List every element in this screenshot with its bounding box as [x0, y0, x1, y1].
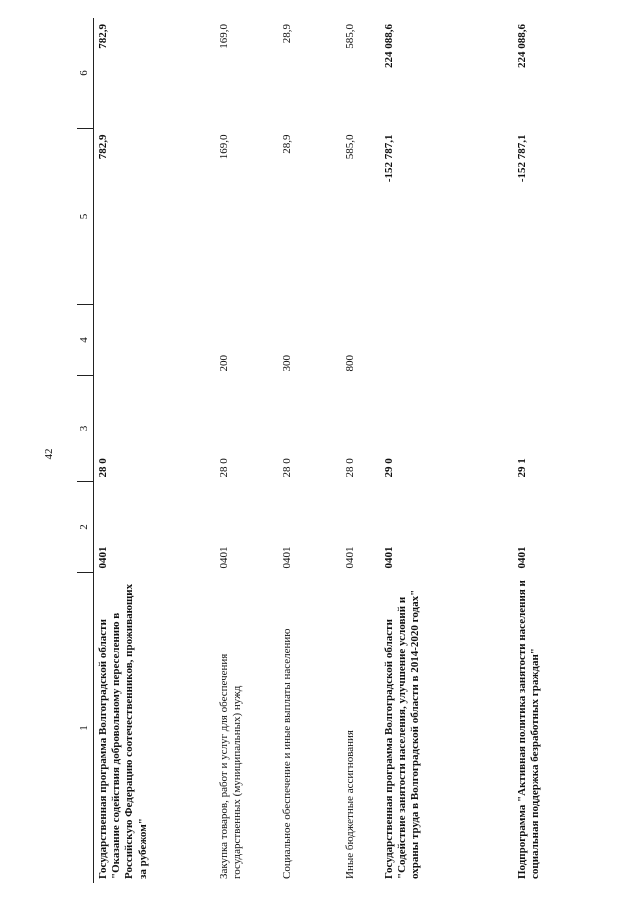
row-code: 0401 — [218, 546, 230, 569]
budget-table — [77, 18, 576, 883]
row-target: 28 0 — [97, 458, 109, 478]
row-type — [94, 305, 216, 376]
row-name: Государственная программа Волгоградской области "Содействие занятости населения, улучшение условий и охраны труда в Волгоградской области в 2014-2020 годах" — [383, 589, 422, 879]
row-code: 0401 — [97, 546, 109, 569]
row-target: 29 1 — [516, 458, 528, 478]
table-header-row — [77, 18, 94, 883]
row-code: 0401 — [383, 546, 395, 569]
header-col-5: 5 — [77, 129, 94, 305]
row-val5: 169,0 — [218, 134, 230, 160]
row-target: 29 0 — [383, 458, 395, 478]
rotated-page — [77, 23, 602, 883]
row-name: Иные бюджетные ассигнования — [344, 730, 356, 879]
row-val6: 782,9 — [97, 24, 109, 49]
row-val5: 585,0 — [344, 134, 356, 160]
row-name: Государственная программа Волгоградской области "Оказание содействия добровольному переселению в Российскую Федерацию соотечественников, проживающих за рубежом" — [97, 583, 149, 879]
row-type: 300 — [281, 355, 293, 372]
row-val5: 782,9 — [97, 134, 109, 160]
page-number: 42 — [43, 448, 55, 460]
row-name: Социальное обеспечение и иные выплаты населению — [281, 628, 293, 879]
header-col-4: 4 — [77, 305, 94, 376]
row-target: 28 0 — [281, 458, 293, 478]
row-code: 0401 — [281, 546, 293, 569]
header-col-1: 1 — [77, 573, 94, 884]
row-type — [513, 305, 576, 376]
table-row — [513, 18, 576, 883]
row-target: 28 0 — [344, 458, 356, 478]
header-col-2: 2 — [77, 482, 94, 573]
table-row — [215, 18, 278, 883]
table-row — [380, 18, 513, 883]
row-name: Подпрограмма "Активная политика занятости населения и социальная поддержка безработных граждан" — [516, 580, 542, 879]
row-target: 28 0 — [218, 458, 230, 478]
row-val6: 28,9 — [281, 24, 293, 44]
row-type: 800 — [344, 355, 356, 372]
row-val6: 224 088,6 — [516, 24, 528, 68]
table-row — [278, 18, 341, 883]
row-name: Закупка товаров, работ и услуг для обеспечения государственных (муниципальных) нужд — [218, 653, 244, 879]
row-val6: 169,0 — [218, 24, 230, 49]
row-type — [380, 305, 513, 376]
row-val5: 28,9 — [281, 134, 293, 154]
table-row — [94, 18, 216, 883]
row-code: 0401 — [516, 546, 528, 569]
header-col-6: 6 — [77, 18, 94, 129]
row-val5: -152 787,1 — [516, 134, 528, 183]
header-col-3: 3 — [77, 376, 94, 482]
row-type: 200 — [218, 355, 230, 372]
row-val6: 585,0 — [344, 24, 356, 49]
row-code: 0401 — [344, 546, 356, 569]
row-val5: -152 787,1 — [383, 134, 395, 183]
table-row — [341, 18, 380, 883]
row-val6: 224 088,6 — [383, 24, 395, 68]
